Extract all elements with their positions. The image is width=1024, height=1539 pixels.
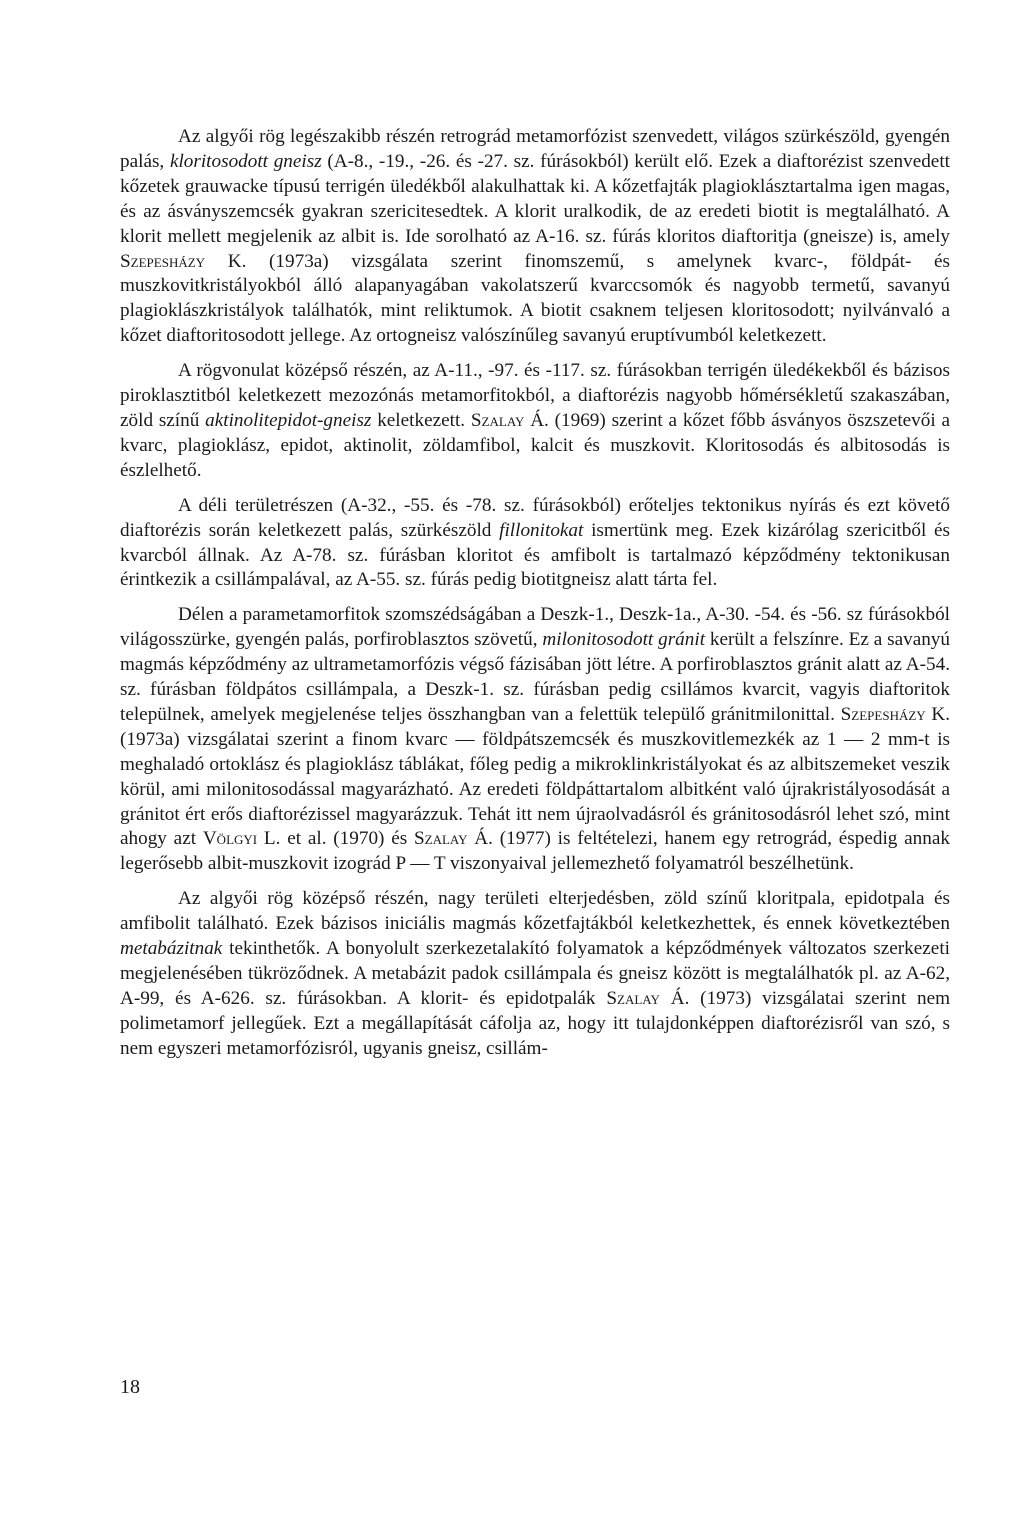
text-run: Az algyői rög legészakibb részén retrográd metamorfózist szenvedett, világos szürkészöld, gyengén palás, bbox=[120, 126, 950, 172]
text-run: A rögvonulat középső részén, az A-11., -97. és -117. sz. fúrásokban terrigén üledékekből és bázisos piroklasztitból keletkezett mezozónás metamorfitokból, a diaftorézis nagyobb hőmérsékletű szakaszában, zöld színű bbox=[120, 360, 950, 431]
italic-term: milonitosodott gránit bbox=[542, 629, 706, 651]
text-run: tekinthetők. A bonyolult szerkezetalakító folyamatok a képződmények változatos szerkezeti megjelenésében tükröződnek. A metabázit padok csillámpala és gneisz között is megtalálhatók pl. az A-62, A-99, és A-626. sz. fúrásokban. A klorit- és epidotpalák bbox=[120, 938, 950, 1009]
text-run: ismertünk meg. Ezek kizárólag szericitből és kvarcból állnak. Az A-78. sz. fúrásban kloritot és amfibolt is tartalmazó képződmény tektonikusan érintkezik a csillámpalával, az A-55. sz. fúrás pedig biotitgneisz alatt tárta fel. bbox=[120, 519, 951, 591]
text-run: K. (1973a) vizsgálata szerint finomszemű, s amelynek kvarc-, földpát- és muszkovitkristályokból álló alapanyagában vakolatszerű kvarccsomók és nagyobb termetű, savanyú plagioklászkristályok találhatók, mint reliktumok. A biotit csaknem teljesen kloritosodott; nyilvánvaló a kőzet diaftoritosodott jellege. Az ortogneisz valószínűleg savanyú eruptívumból keletkezett. bbox=[120, 250, 950, 347]
text-run: Az algyői rög középső részén, nagy területi elterjedésben, zöld színű kloritpala, epidotpala és amfibolit található. Ezek bázisos iniciális magmás kőzetfajtákból keletkezhettek, és ennek következtében bbox=[120, 888, 950, 935]
paragraph-3 bbox=[120, 494, 950, 594]
text-run: A déli területrészen (A-32., -55. és -78. sz. fúrásokból) erőteljes tektonikus nyírás és ezt követő diaftorézis során keletkezett palás, szürkészöld bbox=[120, 494, 950, 541]
text-run: Á. (1969) szerint a kőzet főbb ásványos öszszetevői a kvarc, plagioklász, epidot, aktinolit, zöldamfibol, kalcit és muszkovit. Kloritosodás és albitosodás is észlelhető. bbox=[120, 409, 950, 481]
text-run: Délen a parametamorfitok szomszédságában a Deszk-1., Deszk-1a., A-30. -54. és -56. sz fúrásokból világosszürke, gyengén palás, porfiroblasztos szövetű, bbox=[120, 604, 950, 651]
text-run: keletkezett. bbox=[371, 409, 471, 431]
italic-term: aktinolitepidot-gneisz bbox=[205, 409, 372, 431]
paragraph-4 bbox=[120, 603, 950, 877]
italic-term: fillonitokat bbox=[499, 519, 584, 541]
text-run: K. (1973a) vizsgálatai szerint a finom kvarc — földpátszemcsék és muszkovitlemezkék az 1 — 2 mm-t is meghaladó ortoklász és plagioklász táblákat, főleg pedig a mikroklinkristályokat és az albitszemeket veszik körül, ami milonitosodással magyarázható. Az eredeti földpáttartalom albitként való újrakristályosodását a gránitot ért erős diaftorézissel magyarázzuk. Tehát itt nem újraolvadásról és gránitosodásról lehet szó, mint ahogy azt bbox=[120, 703, 950, 850]
text-run: került a felszínre. Ez a savanyú magmás képződmény az ultrametamorfózis végső fázisában jött létre. A porfiroblasztos gránit alatt az A-54. sz. fúrásban földpátos csillámpala, a Deszk-1. sz. fúrásban pedig csillámos kvarcit, vagyis diaftoritok települnek, amelyek megjelenése teljes összhangban van a felettük települő gránitmilonittal. bbox=[120, 629, 950, 725]
author-name: Völgyi bbox=[202, 828, 258, 850]
text-run: (A-8., -19., -26. és -27. sz. fúrásokból) került elő. Ezek a diaftorézist szenvedett kőzetek grauwacke típusú terrigén üledékből alakulhattak ki. A kőzetfajták plagioklásztartalma igen magas, és az ásványszemcsék gyakran szericitesedtek. A klorit uralkodik, de az eredeti biotit is megtalálható. A klorit mellett megjelenik az albit is. Ide sorolható az A-16. sz. fúrás kloritos diaftoritja (gneisze) is, amely bbox=[120, 150, 950, 247]
page-number: 18 bbox=[120, 1376, 140, 1398]
author-name: Szepesházy bbox=[120, 250, 206, 272]
text-run: Á. (1973) vizsgálatai szerint nem polimetamorf jellegűek. Ezt a megállapítását cáfolja az, hogy itt tulajdonképpen diaftorézisről van szó, s nem egyszeri metamorfózisról, ugyanis gneisz, csillám- bbox=[120, 987, 951, 1059]
document-body bbox=[120, 125, 950, 1072]
italic-term: kloritosodott gneisz bbox=[169, 150, 322, 172]
italic-term: metabázitnak bbox=[120, 938, 223, 960]
text-run: Á. (1977) is feltételezi, hanem egy retrográd, éspedig annak legerősebb albit-muszkovit izográd P — T viszonyaival jellemezhető folyamatról beszélhetünk. bbox=[120, 828, 950, 875]
author-name: Szalay bbox=[470, 409, 525, 431]
text-run: L. et al. (1970) és bbox=[257, 828, 414, 850]
paragraph-1 bbox=[120, 125, 950, 349]
paragraph-5 bbox=[120, 887, 950, 1061]
author-name: Szalay bbox=[413, 828, 468, 850]
paragraph-2 bbox=[120, 359, 950, 484]
author-name: Szepesházy bbox=[840, 703, 926, 725]
author-name: Szalay bbox=[606, 987, 660, 1009]
